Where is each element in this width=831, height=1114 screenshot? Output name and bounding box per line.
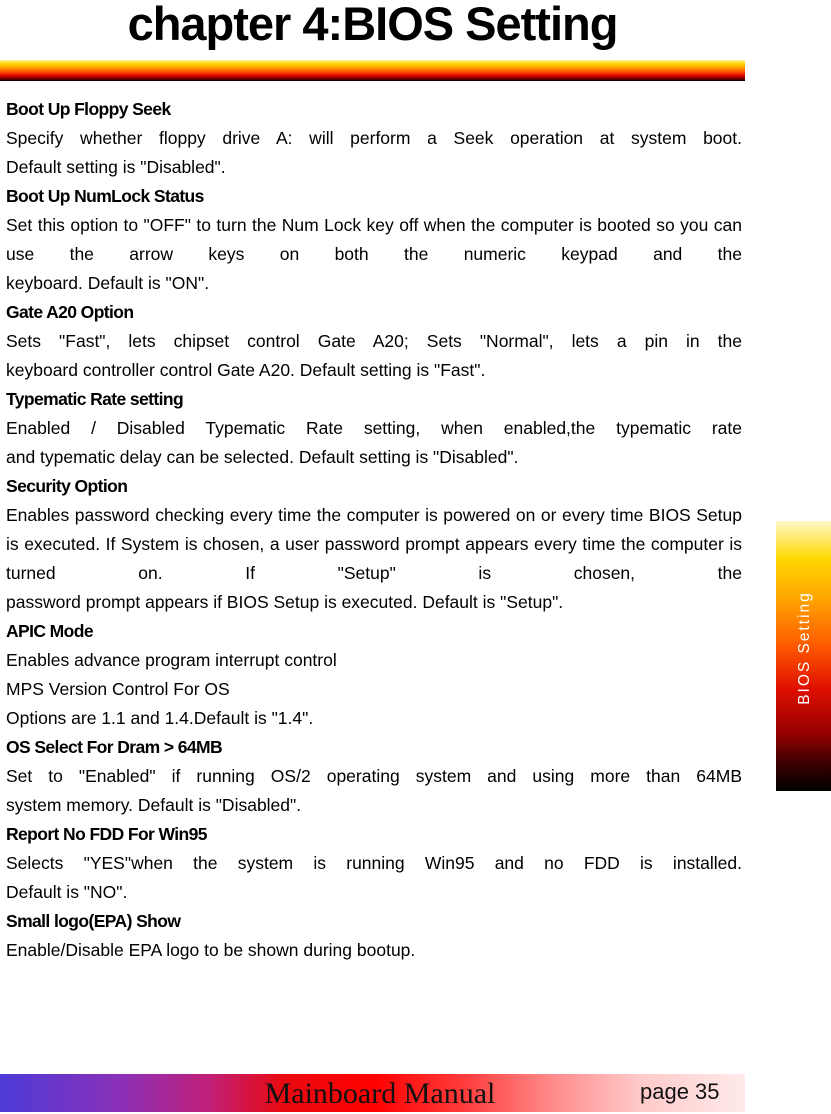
section-typematic-rate-setting [6,385,742,472]
section-apic-mode [6,617,742,733]
section-os-select-for-dram [6,733,742,820]
section-body-line: Enables advance program interrupt control [6,650,337,670]
section-body-text: Set to "Enabled" if running OS/2 operating system and using more than 64MB [6,766,742,786]
section-body [6,327,742,385]
section-body [6,124,742,182]
section-body [6,646,742,733]
section-heading: Boot Up NumLock Status [6,186,204,206]
section-body-line: MPS Version Control For OS [6,679,230,699]
section-body-last-line: system memory. Default is "Disabled". [6,795,302,815]
section-heading: APIC Mode [6,621,93,641]
section-body-last-line: and typematic delay can be selected. Default setting is "Disabled". [6,447,519,467]
section-heading: Small logo(EPA) Show [6,911,181,931]
footer-manual-label: Mainboard Manual [264,1077,496,1110]
section-body [6,762,742,820]
section-body [6,501,742,617]
section-heading: Typematic Rate setting [6,389,184,409]
section-report-no-fdd-for-win95 [6,820,742,907]
section-heading: Boot Up Floppy Seek [6,99,171,119]
section-body-last-line: Default setting is "Disabled". [6,157,226,177]
title-underline-bar [0,60,745,81]
section-heading: Gate A20 Option [6,302,134,322]
section-body-text: Set this option to "OFF" to turn the Num Lock key off when the computer is booted so you can use the arrow keys on both the numeric keypad and the [6,215,742,264]
section-body-text: Selects "YES"when the system is running Win95 and no FDD is installed. [6,853,742,873]
section-body-text: Sets "Fast", lets chipset control Gate A20; Sets "Normal", lets a pin in the [6,331,742,351]
main-content [6,95,742,965]
section-body-line: Options are 1.1 and 1.4.Default is "1.4". [6,708,314,728]
section-body-line: Enable/Disable EPA logo to be shown during bootup. [6,940,416,960]
section-small-logo-epa-show [6,907,742,965]
section-boot-up-floppy-seek [6,95,742,182]
section-body [6,414,742,472]
section-boot-up-numlock-status [6,182,742,298]
section-body-text: Enables password checking every time the computer is powered on or every time BIOS Setup is executed. If System is chosen, a user password prompt appears every time the computer is turned on. If "Setup" is chosen, the [6,505,742,583]
section-heading: OS Select For Dram > 64MB [6,737,222,757]
side-chapter-tab-label: BIOS Setting [796,591,813,705]
section-body-last-line: Default is "NO". [6,882,128,902]
page-title: chapter 4:BIOS Setting [127,0,618,50]
section-gate-a20-option [6,298,742,385]
section-body-text: Specify whether floppy drive A: will perform a Seek operation at system boot. [6,128,742,148]
section-body-last-line: password prompt appears if BIOS Setup is executed. Default is "Setup". [6,592,564,612]
section-body-last-line: keyboard. Default is "ON". [6,273,210,293]
section-body-last-line: keyboard controller control Gate A20. Default setting is "Fast". [6,360,486,380]
section-security-option [6,472,742,617]
section-body [6,849,742,907]
footer-page-number: page 35 [640,1079,720,1104]
section-heading: Security Option [6,476,128,496]
section-body-text: Enabled / Disabled Typematic Rate setting, when enabled,the typematic rate [6,418,742,438]
section-body [6,936,742,965]
section-heading: Report No FDD For Win95 [6,824,207,844]
section-body [6,211,742,298]
